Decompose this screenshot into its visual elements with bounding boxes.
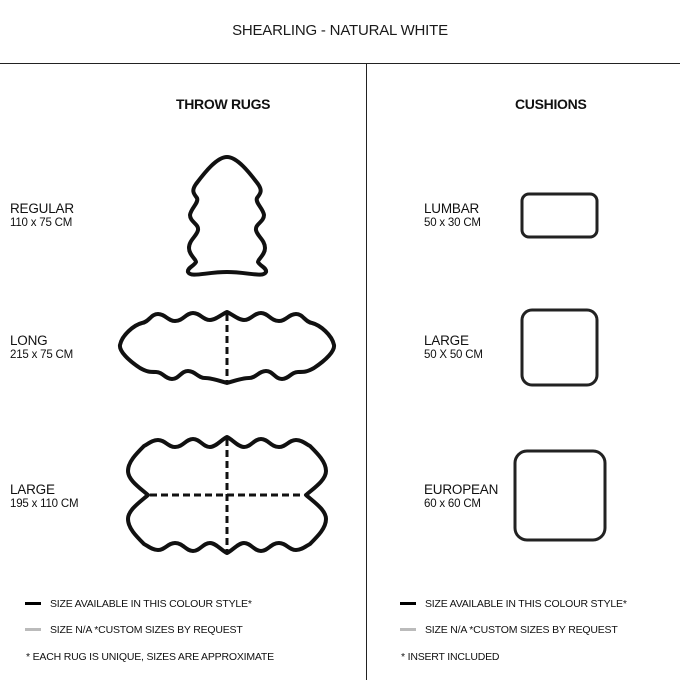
- cushions-legend-available-text: SIZE AVAILABLE IN THIS COLOUR STYLE*: [425, 598, 627, 610]
- rugs-legend-available-text: SIZE AVAILABLE IN THIS COLOUR STYLE*: [50, 598, 252, 610]
- cushion-large-name: LARGE: [424, 333, 469, 348]
- cushions-legend-unavailable: [400, 624, 618, 636]
- throw-rugs-heading: THROW RUGS: [176, 96, 271, 112]
- cushion-european-size: 60 x 60 CM: [424, 498, 481, 510]
- rug-regular-name: REGULAR: [10, 201, 74, 216]
- cushions-legend-available: [400, 598, 627, 610]
- available-swatch-icon: [400, 602, 416, 605]
- cushion-lumbar-name: LUMBAR: [424, 201, 480, 216]
- rugs-legend-unavailable-text: SIZE N/A *CUSTOM SIZES BY REQUEST: [50, 624, 243, 636]
- cushions-heading: CUSHIONS: [515, 96, 587, 112]
- rugs-note: * EACH RUG IS UNIQUE, SIZES ARE APPROXIMATE: [26, 651, 274, 663]
- unavailable-swatch-icon: [400, 628, 416, 631]
- cushion-lumbar-size: 50 x 30 CM: [424, 217, 481, 229]
- rug-long-name: LONG: [10, 333, 48, 348]
- rug-long-size: 215 x 75 CM: [10, 349, 73, 361]
- cushion-european-name: EUROPEAN: [424, 482, 499, 497]
- rug-large-size: 195 x 110 CM: [10, 498, 79, 510]
- cushion-large-size: 50 X 50 CM: [424, 349, 483, 361]
- cushions-legend-unavailable-text: SIZE N/A *CUSTOM SIZES BY REQUEST: [425, 624, 618, 636]
- rug-regular-size: 110 x 75 CM: [10, 217, 73, 229]
- cushions-note: * INSERT INCLUDED: [401, 651, 500, 663]
- page-title: SHEARLING - NATURAL WHITE: [232, 22, 448, 39]
- rug-large-name: LARGE: [10, 482, 55, 497]
